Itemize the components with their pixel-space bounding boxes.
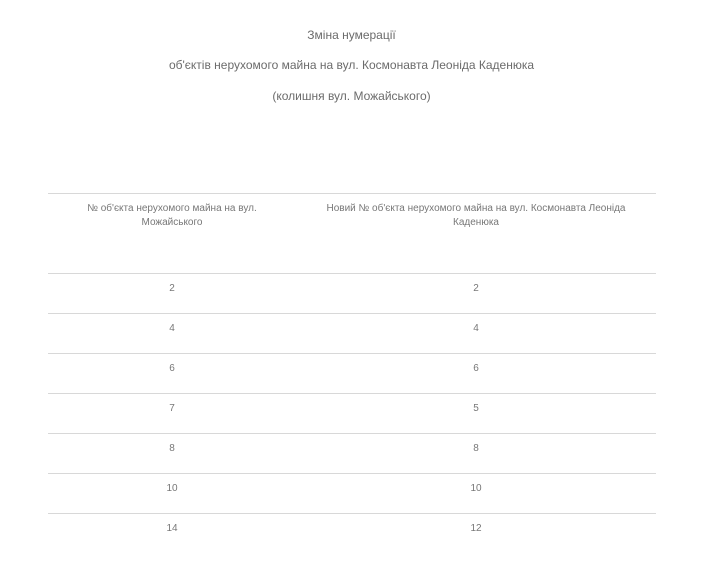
new-number-cell: 2	[473, 283, 479, 294]
table-row	[48, 354, 656, 394]
new-number-cell: 12	[470, 523, 482, 534]
page-title: Зміна нумерації	[307, 28, 396, 42]
old-number-cell: 8	[169, 443, 175, 454]
page-subtitle: об'єктів нерухомого майна на вул. Космонавта Леоніда Каденюка	[168, 58, 535, 72]
new-number-cell: 10	[470, 483, 482, 494]
table-row	[48, 274, 656, 314]
table-row	[48, 314, 656, 354]
header-old-number: № об'єкта нерухомого майна на вул. Можайського	[87, 203, 257, 228]
old-number-cell: 6	[169, 363, 175, 374]
new-number-cell: 5	[473, 403, 479, 414]
table-row	[48, 514, 656, 554]
page-subtitle-note: (колишня вул. Можайського)	[272, 89, 431, 103]
old-number-cell: 2	[169, 283, 175, 294]
table-row	[48, 394, 656, 434]
header-new-number: Новий № об'єкта нерухомого майна на вул. Космонавта Леоніда Каденюка	[326, 203, 626, 228]
renumbering-table	[48, 193, 656, 554]
new-number-cell: 6	[473, 363, 479, 374]
old-number-cell: 7	[169, 403, 175, 414]
old-number-cell: 14	[166, 523, 178, 534]
old-number-cell: 4	[169, 323, 175, 334]
table-row	[48, 434, 656, 474]
new-number-cell: 4	[473, 323, 479, 334]
old-number-cell: 10	[166, 483, 178, 494]
table-row	[48, 474, 656, 514]
new-number-cell: 8	[473, 443, 479, 454]
table-header-row	[48, 194, 656, 274]
